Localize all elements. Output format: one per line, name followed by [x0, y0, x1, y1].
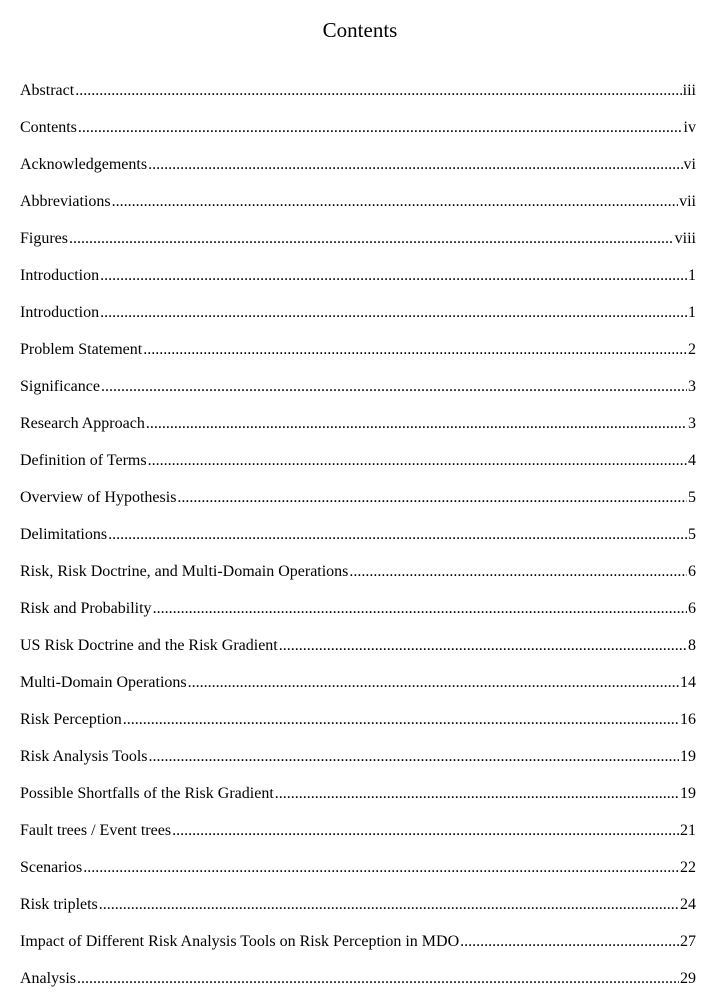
dot-leader	[177, 487, 687, 509]
toc-entry-page-number: 22	[680, 859, 696, 876]
toc-entry[interactable]	[20, 672, 696, 709]
toc-entry-label: Introduction	[20, 304, 100, 321]
toc-entry-label: Analysis	[20, 970, 76, 987]
toc-entry[interactable]	[20, 302, 696, 339]
toc-entry-page-number: 29	[680, 970, 696, 987]
toc-entry-label: Significance	[20, 378, 100, 395]
dot-leader	[69, 228, 674, 250]
toc-entry-label: Overview of Hypothesis	[20, 489, 177, 506]
toc-entry-label: US Risk Doctrine and the Risk Gradient	[20, 637, 278, 654]
toc-entry[interactable]	[20, 191, 696, 228]
dot-leader	[153, 598, 687, 620]
dot-leader	[188, 672, 679, 694]
toc-entry-label: Problem Statement	[20, 341, 143, 358]
dot-leader	[349, 561, 687, 583]
toc-entry-page-number: 24	[680, 896, 696, 913]
toc-entry-label: Figures	[20, 230, 68, 247]
toc-entry-page-number: 6	[688, 600, 696, 617]
toc-entry-page-number: 1	[688, 304, 696, 321]
toc-entry[interactable]	[20, 117, 696, 154]
dot-leader	[148, 450, 687, 472]
toc-entry-label: Possible Shortfalls of the Risk Gradient	[20, 785, 274, 802]
toc-entry-label: Risk Analysis Tools	[20, 748, 148, 765]
dot-leader	[101, 376, 687, 398]
toc-entry-page-number: iv	[683, 119, 696, 136]
dot-leader	[100, 302, 687, 324]
toc-entry-label: Abstract	[20, 82, 75, 99]
toc-entry[interactable]	[20, 968, 696, 1005]
table-of-contents	[20, 80, 696, 1005]
toc-entry-page-number: iii	[682, 82, 696, 99]
toc-entry-page-number: viii	[674, 230, 696, 247]
toc-entry[interactable]	[20, 80, 696, 117]
toc-entry-page-number: 14	[680, 674, 696, 691]
dot-leader	[100, 265, 687, 287]
dot-leader	[149, 746, 680, 768]
toc-entry[interactable]	[20, 783, 696, 820]
toc-entry[interactable]	[20, 635, 696, 672]
toc-entry-page-number: 19	[680, 785, 696, 802]
toc-entry[interactable]	[20, 746, 696, 783]
toc-entry[interactable]	[20, 524, 696, 561]
dot-leader	[112, 191, 678, 213]
dot-leader	[146, 413, 687, 435]
toc-entry-label: Risk Perception	[20, 711, 122, 728]
dot-leader	[148, 154, 682, 176]
toc-entry-label: Multi-Domain Operations	[20, 674, 187, 691]
toc-entry-label: Scenarios	[20, 859, 83, 876]
toc-entry-label: Definition of Terms	[20, 452, 147, 469]
toc-entry-page-number: 5	[688, 526, 696, 543]
toc-entry-label: Impact of Different Risk Analysis Tools on Risk Perception in MDO	[20, 933, 460, 950]
toc-entry-label: Risk, Risk Doctrine, and Multi-Domain Operations	[20, 563, 349, 580]
toc-entry-page-number: 19	[680, 748, 696, 765]
toc-entry-label: Risk triplets	[20, 896, 98, 913]
toc-entry[interactable]	[20, 339, 696, 376]
toc-entry-page-number: 4	[688, 452, 696, 469]
toc-entry[interactable]	[20, 598, 696, 635]
toc-entry-page-number: 27	[680, 933, 696, 950]
toc-entry-page-number: 1	[688, 267, 696, 284]
toc-entry[interactable]	[20, 265, 696, 302]
toc-entry[interactable]	[20, 228, 696, 265]
toc-entry[interactable]	[20, 820, 696, 857]
dot-leader	[78, 117, 683, 139]
toc-entry[interactable]	[20, 709, 696, 746]
toc-entry-page-number: vi	[683, 156, 696, 173]
toc-entry-page-number: 5	[688, 489, 696, 506]
dot-leader	[75, 80, 681, 102]
toc-entry-label: Acknowledgements	[20, 156, 148, 173]
toc-entry-label: Abbreviations	[20, 193, 111, 210]
toc-entry[interactable]	[20, 376, 696, 413]
toc-entry-label: Fault trees / Event trees	[20, 822, 172, 839]
toc-entry-page-number: 3	[688, 415, 696, 432]
toc-entry[interactable]	[20, 487, 696, 524]
dot-leader	[275, 783, 679, 805]
toc-entry-page-number: 8	[688, 637, 696, 654]
toc-entry[interactable]	[20, 857, 696, 894]
toc-entry-label: Introduction	[20, 267, 100, 284]
dot-leader	[77, 968, 679, 990]
toc-entry-page-number: 16	[680, 711, 696, 728]
toc-entry[interactable]	[20, 413, 696, 450]
toc-entry-page-number: 3	[688, 378, 696, 395]
toc-entry-label: Research Approach	[20, 415, 145, 432]
toc-entry-label: Contents	[20, 119, 77, 136]
toc-entry-page-number: 6	[688, 563, 696, 580]
dot-leader	[123, 709, 679, 731]
dot-leader	[143, 339, 687, 361]
toc-entry[interactable]	[20, 450, 696, 487]
dot-leader	[172, 820, 679, 842]
toc-entry[interactable]	[20, 561, 696, 598]
dot-leader	[279, 635, 687, 657]
dot-leader	[83, 857, 679, 879]
toc-entry-label: Delimitations	[20, 526, 108, 543]
toc-entry-page-number: 21	[680, 822, 696, 839]
page-title: Contents	[322, 18, 398, 42]
toc-entry[interactable]	[20, 894, 696, 931]
dot-leader	[108, 524, 687, 546]
toc-entry-page-number: vii	[679, 193, 696, 210]
toc-entry[interactable]	[20, 931, 696, 968]
dot-leader	[99, 894, 679, 916]
toc-entry[interactable]	[20, 154, 696, 191]
toc-entry-label: Risk and Probability	[20, 600, 152, 617]
toc-entry-page-number: 2	[688, 341, 696, 358]
dot-leader	[460, 931, 679, 953]
